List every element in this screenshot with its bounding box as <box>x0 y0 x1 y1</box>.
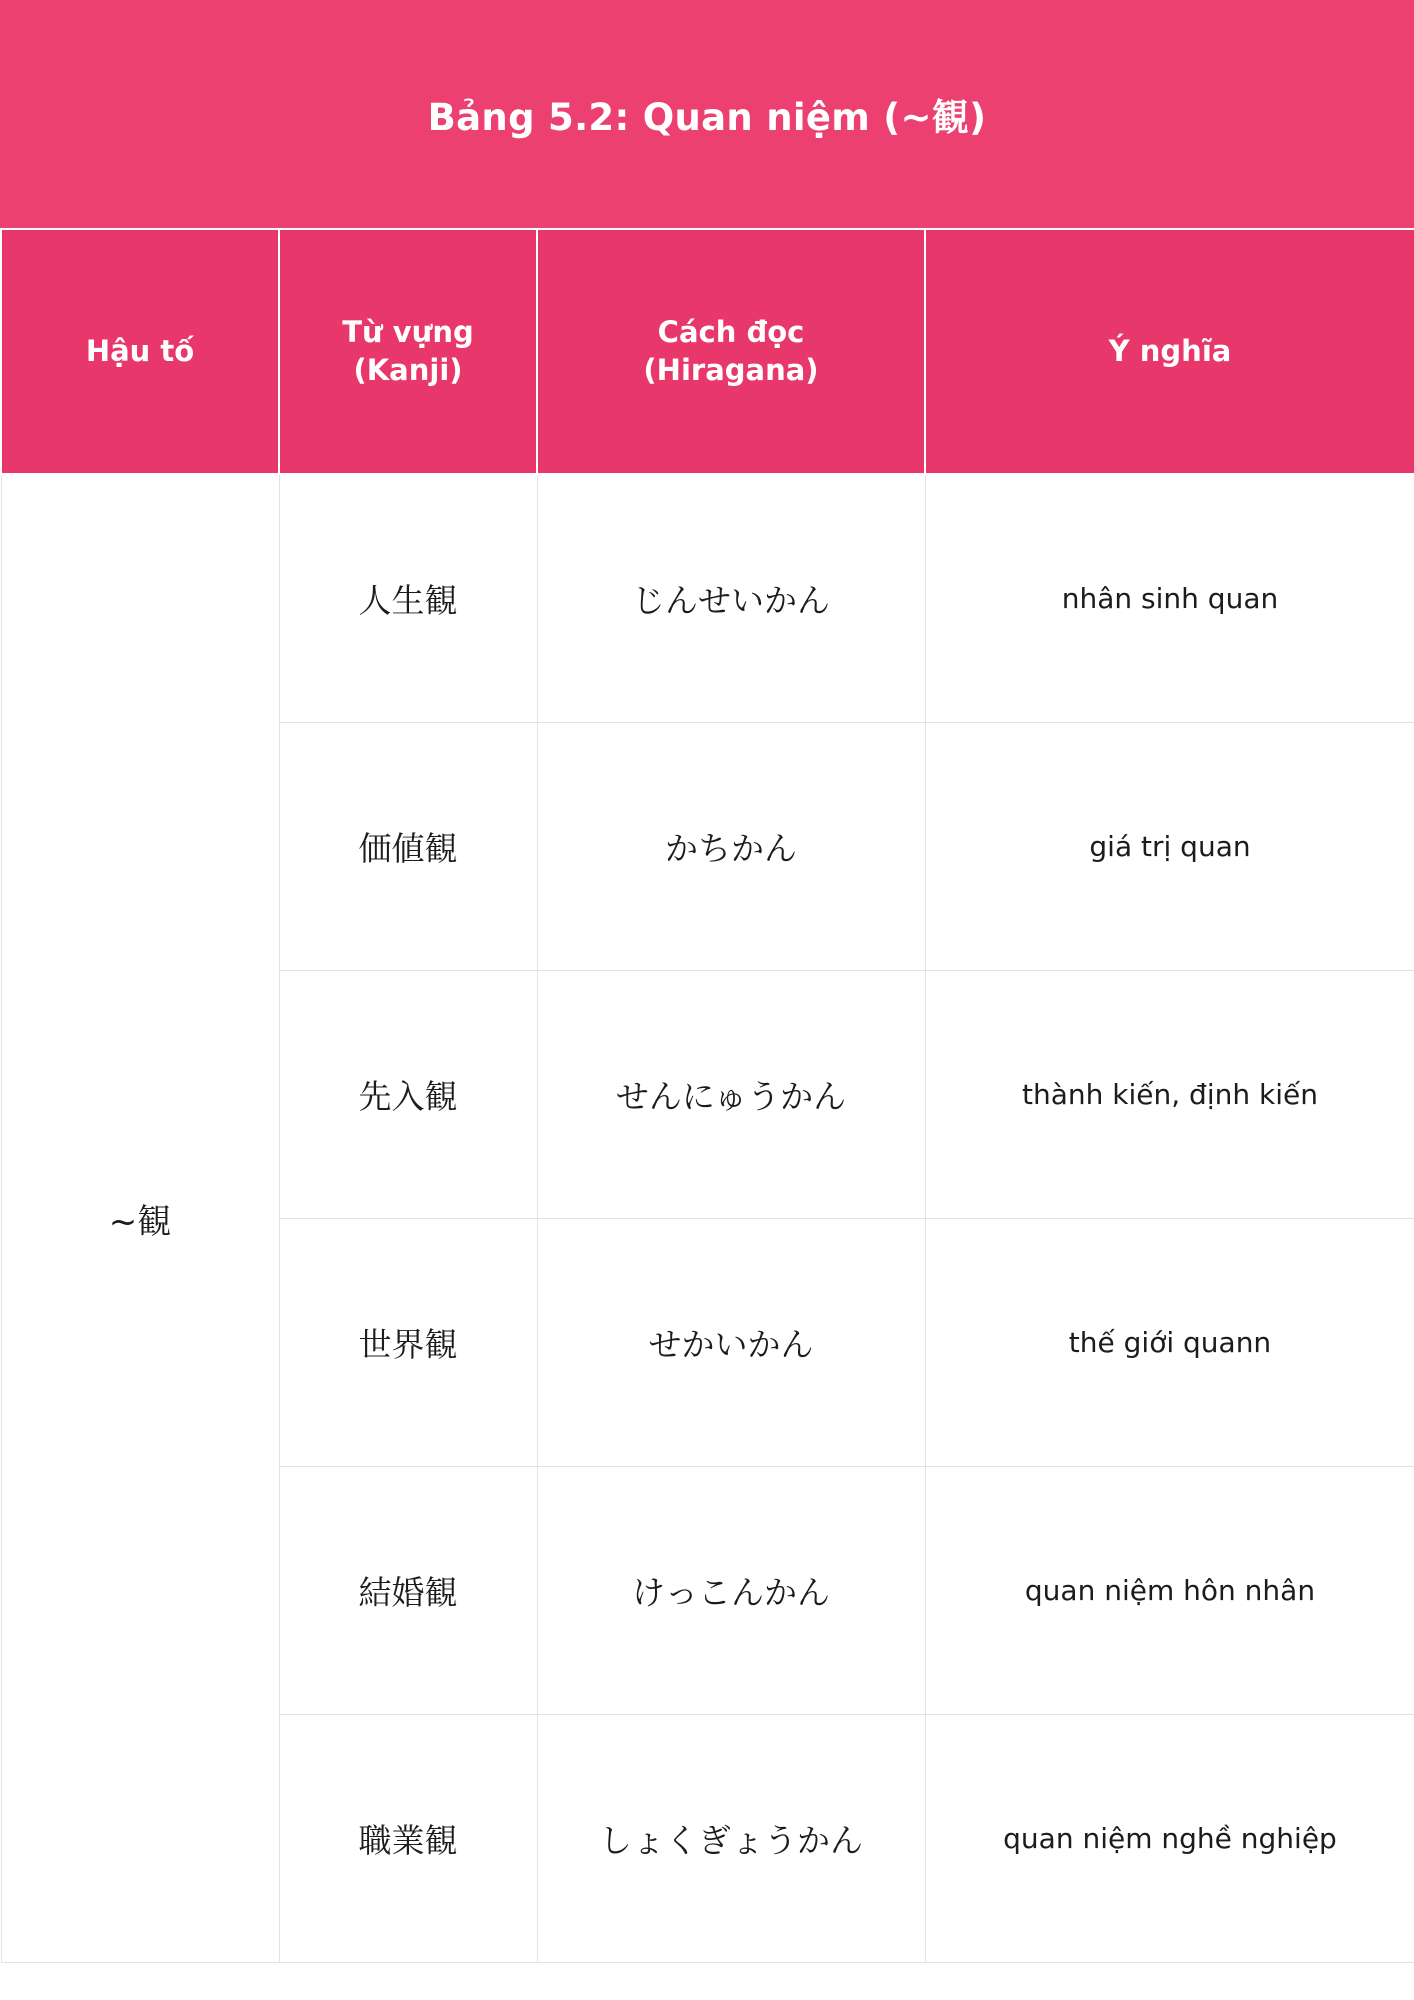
suffix-cell: ~観 <box>1 474 279 1962</box>
table-body <box>1 474 1414 1962</box>
vocabulary-table <box>0 228 1414 1963</box>
kana-cell: せんにゅうかん <box>537 970 925 1218</box>
column-header-meaning: Ý nghĩa <box>925 229 1414 474</box>
table-header <box>1 229 1414 474</box>
table-row <box>1 474 1414 722</box>
meaning-cell: quan niệm nghề nghiệp <box>925 1714 1414 1962</box>
column-header-kanji <box>279 229 537 474</box>
column-header-reading <box>537 229 925 474</box>
meaning-cell: quan niệm hôn nhân <box>925 1466 1414 1714</box>
table-header-row <box>1 229 1414 474</box>
kana-cell: かちかん <box>537 722 925 970</box>
column-header-kanji-line2: (Kanji) <box>353 352 463 387</box>
kanji-cell: 人生観 <box>279 474 537 722</box>
kana-cell: じんせいかん <box>537 474 925 722</box>
meaning-cell: nhân sinh quan <box>925 474 1414 722</box>
kanji-cell: 職業観 <box>279 1714 537 1962</box>
kana-cell: けっこんかん <box>537 1466 925 1714</box>
kana-cell: せかいかん <box>537 1218 925 1466</box>
kanji-cell: 価値観 <box>279 722 537 970</box>
column-header-kanji-line1: Từ vựng <box>342 314 474 349</box>
meaning-cell: giá trị quan <box>925 722 1414 970</box>
kanji-cell: 結婚観 <box>279 1466 537 1714</box>
kanji-cell: 世界観 <box>279 1218 537 1466</box>
table-title-bar <box>0 0 1414 228</box>
column-header-reading-line1: Cách đọc <box>657 314 805 349</box>
column-header-reading-line2: (Hiragana) <box>643 352 819 387</box>
page-title: Bảng 5.2: Quan niệm (~観) <box>427 96 987 139</box>
kana-cell: しょくぎょうかん <box>537 1714 925 1962</box>
kanji-cell: 先入観 <box>279 970 537 1218</box>
column-header-suffix: Hậu tố <box>1 229 279 474</box>
meaning-cell: thành kiến, định kiến <box>925 970 1414 1218</box>
meaning-cell: thế giới quann <box>925 1218 1414 1466</box>
